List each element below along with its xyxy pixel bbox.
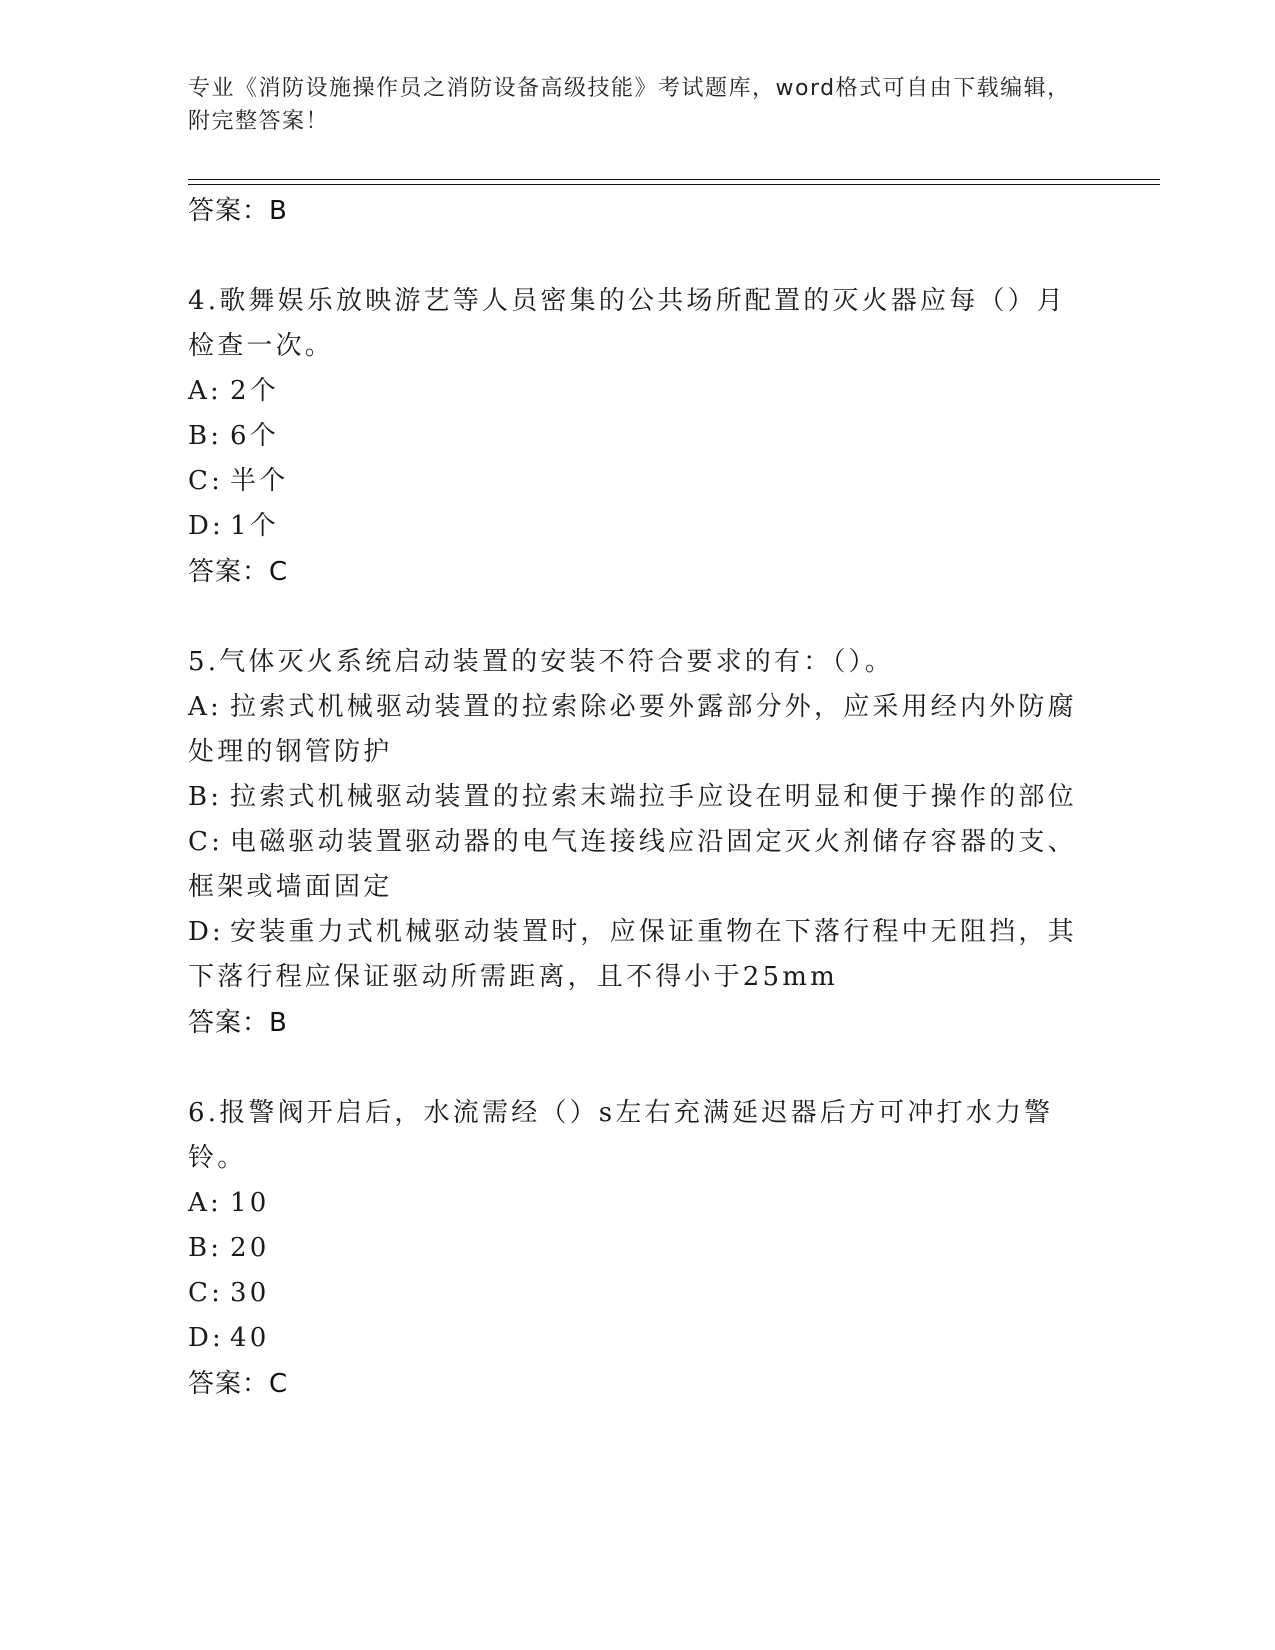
option-key: D: [188,1323,225,1353]
option-b [188,775,1088,820]
question-stem: 6.报警阀开启后，水流需经（）s左右充满延迟器后方可冲打水力警铃。 [188,1098,1054,1173]
option-key: C: [188,1278,224,1308]
option-text: 10 [230,1188,270,1218]
option-key: D: [188,511,225,541]
question-block [188,1091,1088,1407]
option-a [188,369,1088,414]
option-text: 安装重力式机械驱动装置时，应保证重物在下落行程中无阻挡，其下落行程应保证驱动所需距离，且不得小于25mm [188,917,1077,992]
option-text: 拉索式机械驱动装置的拉索除必要外露部分外，应采用经内外防腐处理的钢管防护 [188,692,1077,767]
option-text: 1个 [230,511,279,541]
option-text: 6个 [230,421,279,451]
option-key: B: [188,421,223,451]
option-d [188,910,1088,1000]
option-text: 2个 [230,376,279,406]
option-a [188,685,1088,775]
answer-line: 答案：B [188,196,288,226]
option-c [188,820,1088,910]
option-b [188,1226,1088,1271]
option-key: C: [188,827,224,857]
option-b [188,414,1088,459]
option-d [188,1316,1088,1361]
option-text: 30 [230,1278,270,1308]
option-key: A: [188,1188,222,1218]
option-key: D: [188,917,225,947]
question-stem: 5.气体灭火系统启动装置的安装不符合要求的有：（）。 [188,647,895,677]
option-key: C: [188,466,224,496]
question-list [188,188,1088,1407]
option-key: A: [188,692,222,722]
option-text: 40 [230,1323,270,1353]
option-key: B: [188,1233,223,1263]
document-header: 专业《消防设施操作员之消防设备高级技能》考试题库，word格式可自由下载编辑，附完整答案！ [188,76,1071,134]
answer-line: 答案：B [188,1008,288,1038]
answer-line: 答案：C [188,1369,289,1399]
answer-line: 答案：C [188,557,289,587]
option-a [188,1181,1088,1226]
option-text: 电磁驱动装置驱动器的电气连接线应沿固定灭火剂储存容器的支、框架或墙面固定 [188,827,1077,902]
option-d [188,504,1088,549]
option-key: A: [188,376,222,406]
question-block [188,279,1088,595]
question-block [188,640,1088,1046]
question-stem: 4.歌舞娱乐放映游艺等人员密集的公共场所配置的灭火器应每（）月检查一次。 [188,286,1067,361]
option-text: 20 [230,1233,270,1263]
header-divider-top [188,179,1160,180]
header-divider-bottom [188,184,1160,185]
option-c [188,459,1088,504]
option-text: 拉索式机械驱动装置的拉索末端拉手应设在明显和便于操作的部位 [230,782,1077,812]
option-text: 半个 [230,466,289,496]
option-key: B: [188,782,223,812]
option-c [188,1271,1088,1316]
